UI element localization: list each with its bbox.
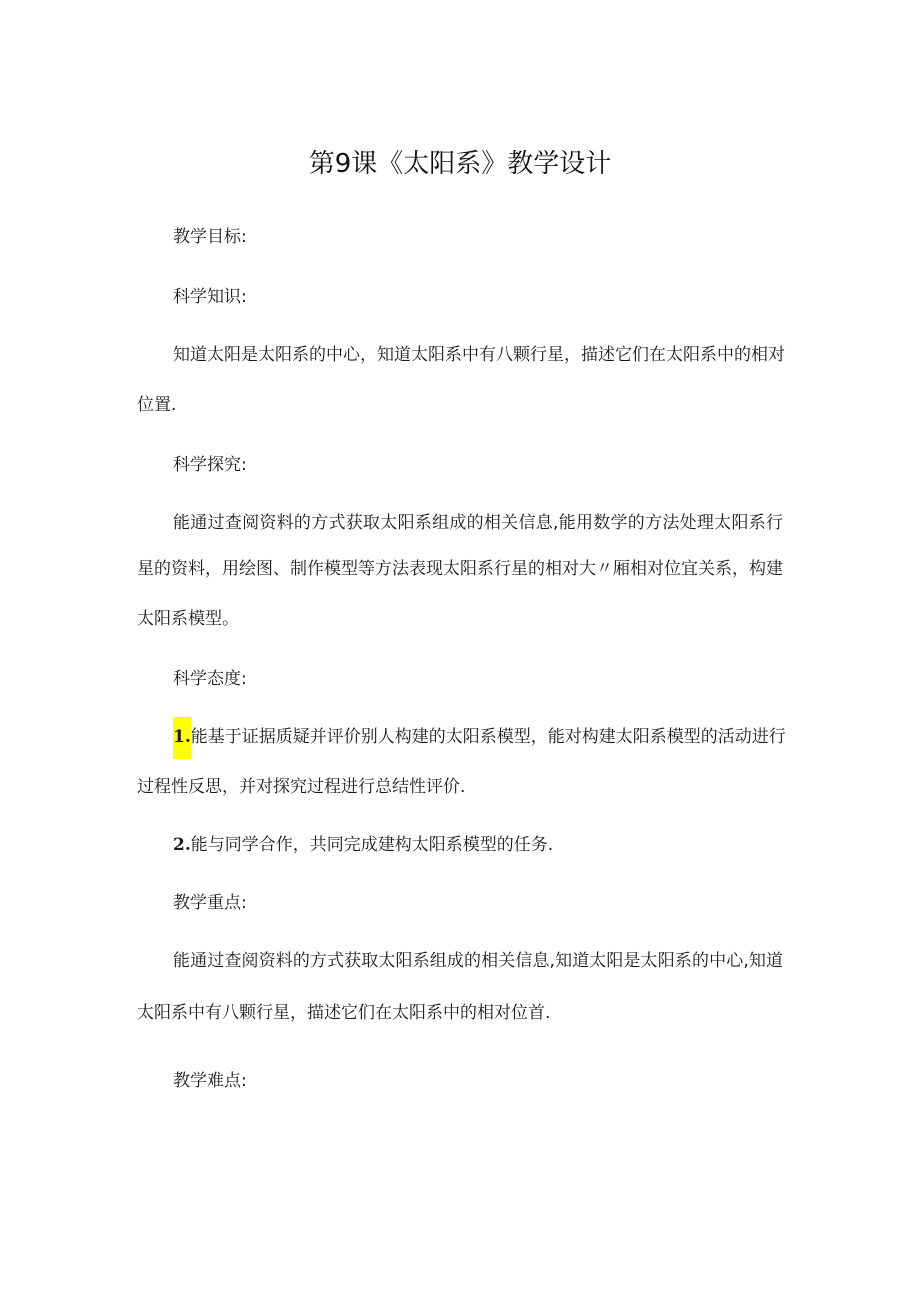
inquiry-text-line-3: 太阳系模型。 bbox=[137, 609, 239, 629]
knowledge-text-line-1: 知道太阳是太阳系的中心，知道太阳系中有八颗行星，描述它们在太阳系中的相对 bbox=[173, 345, 785, 365]
difficulties-heading: 教学难点: bbox=[173, 1071, 247, 1091]
attitude-item-1-line-2: 过程性反思，并对探究过程进行总结性评价. bbox=[137, 777, 466, 797]
inquiry-heading: 科学探究: bbox=[173, 455, 247, 475]
attitude-item-1-text: 能基于证据质疑并评价别人构建的太阳系模型，能对构建太阳系模型的活动进行 bbox=[190, 727, 786, 747]
knowledge-text-line-2: 位置. bbox=[137, 395, 177, 415]
page-title: 第9课《太阳系》教学设计 bbox=[308, 149, 612, 179]
inquiry-text-line-2: 星的资料，用绘图、制作模型等方法表现太阳系行星的相对大〃厢相对位宜关系，构建 bbox=[137, 559, 783, 579]
key-points-text-line-1: 能通过查阅资料的方式获取太阳系组成的相关信息,知道太阳是太阳系的中心,知道 bbox=[173, 951, 783, 971]
attitude-item-2-number: 2. bbox=[173, 835, 191, 855]
knowledge-heading: 科学知识: bbox=[173, 287, 247, 307]
attitude-item-1-line-1 bbox=[173, 722, 785, 747]
attitude-item-2-text: 能与同学合作，共同完成建构太阳系模型的任务. bbox=[190, 835, 554, 855]
goals-heading: 教学目标: bbox=[173, 227, 247, 247]
key-points-heading: 教学重点: bbox=[173, 893, 247, 913]
attitude-heading: 科学态度: bbox=[173, 669, 247, 689]
attitude-item-1-number: 1. bbox=[173, 717, 191, 759]
key-points-text-line-2: 太阳系中有八颗行星，描述它们在太阳系中的相对位首. bbox=[137, 1003, 551, 1023]
inquiry-text-line-1: 能通过查阅资料的方式获取太阳系组成的相关信息,能用数学的方法处理太阳系行 bbox=[173, 513, 783, 533]
attitude-item-2 bbox=[173, 830, 833, 855]
